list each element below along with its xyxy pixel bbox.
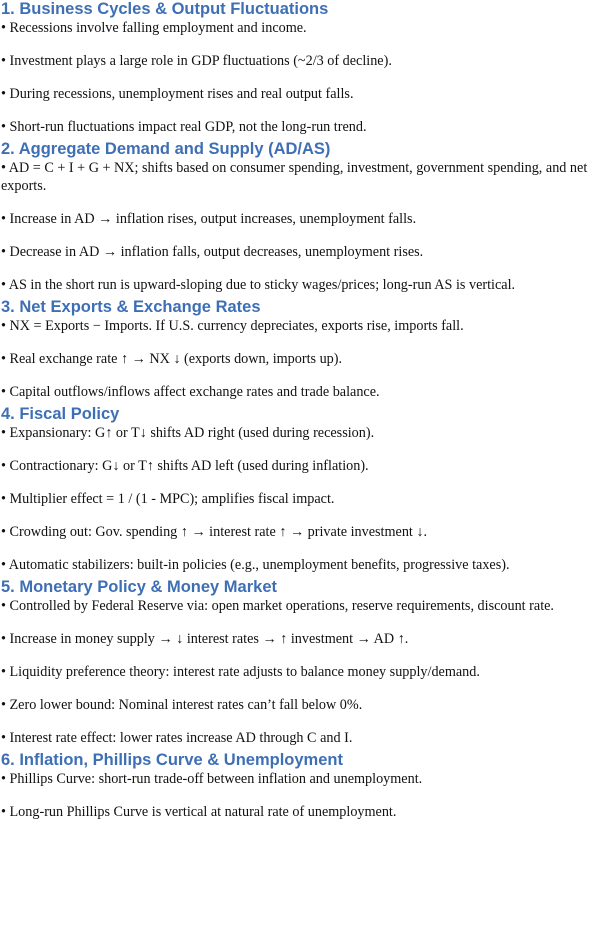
bullet-icon: • <box>1 86 6 102</box>
section-heading: 5. Monetary Policy & Money Market <box>1 578 277 596</box>
bullet-icon: • <box>1 730 6 746</box>
bullet-text: Controlled by Federal Reserve via: open market operations, reserve requirements, discount rate. <box>9 598 554 614</box>
bullet-text: Crowding out: Gov. spending ↑ → interest rate ↑ → private investment ↓. <box>9 524 428 540</box>
bullet-icon: • <box>1 771 6 787</box>
bullet-item <box>0 630 616 648</box>
bullet-item <box>0 52 616 70</box>
bullet-item <box>0 383 616 401</box>
bullet-text: NX = Exports − Imports. If U.S. currency depreciates, exports rise, imports fall. <box>9 318 464 334</box>
section-5 <box>0 578 616 747</box>
bullet-item <box>0 770 616 788</box>
bullet-icon: • <box>1 557 6 573</box>
bullet-text: Liquidity preference theory: interest rate adjusts to balance money supply/demand. <box>9 664 480 680</box>
bullet-item <box>0 19 616 37</box>
bullet-list <box>0 424 616 574</box>
bullet-text: AD = C + I + G + NX; shifts based on consumer spending, investment, government spending, and net exports. <box>1 160 588 194</box>
bullet-list <box>0 317 616 401</box>
bullet-icon: • <box>1 697 6 713</box>
bullet-item <box>0 85 616 103</box>
section-3 <box>0 298 616 401</box>
bullet-text: Short-run fluctuations impact real GDP, not the long-run trend. <box>9 119 367 135</box>
bullet-item <box>0 696 616 714</box>
bullet-icon: • <box>1 160 6 176</box>
bullet-text: Decrease in AD → inflation falls, output decreases, unemployment rises. <box>9 244 424 260</box>
bullet-list <box>0 159 616 294</box>
bullet-text: Phillips Curve: short-run trade-off between inflation and unemployment. <box>9 771 423 787</box>
bullet-item <box>0 317 616 335</box>
section-heading: 6. Inflation, Phillips Curve & Unemployment <box>1 751 343 769</box>
bullet-item <box>0 243 616 261</box>
section-6 <box>0 751 616 821</box>
bullet-list <box>0 597 616 747</box>
section-2 <box>0 140 616 294</box>
bullet-text: Investment plays a large role in GDP fluctuations (~2/3 of decline). <box>9 53 392 69</box>
bullet-icon: • <box>1 664 6 680</box>
bullet-item <box>0 159 616 195</box>
bullet-item <box>0 457 616 475</box>
bullet-text: Real exchange rate ↑ → NX ↓ (exports down, imports up). <box>9 351 343 367</box>
bullet-text: Automatic stabilizers: built-in policies (e.g., unemployment benefits, progressive taxes). <box>8 557 510 573</box>
bullet-text: Long-run Phillips Curve is vertical at natural rate of unemployment. <box>9 804 397 820</box>
bullet-icon: • <box>1 53 6 69</box>
bullet-icon: • <box>1 277 6 293</box>
section-heading: 1. Business Cycles & Output Fluctuations <box>1 0 329 18</box>
bullet-item <box>0 350 616 368</box>
bullet-text: Recessions involve falling employment and income. <box>9 20 307 36</box>
bullet-text: Capital outflows/inflows affect exchange rates and trade balance. <box>9 384 380 400</box>
bullet-text: AS in the short run is upward-sloping due to sticky wages/prices; long-run AS is vertical. <box>8 277 516 293</box>
bullet-icon: • <box>1 119 6 135</box>
bullet-icon: • <box>1 491 6 507</box>
bullet-text: Increase in AD → inflation rises, output increases, unemployment falls. <box>9 211 417 227</box>
bullet-icon: • <box>1 804 6 820</box>
bullet-icon: • <box>1 631 6 647</box>
bullet-item <box>0 490 616 508</box>
section-4 <box>0 405 616 574</box>
section-heading: 3. Net Exports & Exchange Rates <box>1 298 261 316</box>
bullet-item <box>0 276 616 294</box>
bullet-icon: • <box>1 425 6 441</box>
bullet-item <box>0 803 616 821</box>
bullet-item <box>0 424 616 442</box>
bullet-list <box>0 770 616 821</box>
bullet-text: Increase in money supply → ↓ interest rates → ↑ investment → AD ↑. <box>9 631 409 647</box>
bullet-icon: • <box>1 20 6 36</box>
bullet-list <box>0 19 616 136</box>
bullet-icon: • <box>1 244 6 260</box>
bullet-item <box>0 210 616 228</box>
bullet-icon: • <box>1 598 6 614</box>
bullet-item <box>0 597 616 615</box>
bullet-item <box>0 523 616 541</box>
bullet-text: Multiplier effect = 1 / (1 - MPC); amplifies fiscal impact. <box>9 491 335 507</box>
bullet-text: Expansionary: G↑ or T↓ shifts AD right (used during recession). <box>9 425 375 441</box>
bullet-item <box>0 556 616 574</box>
bullet-item <box>0 118 616 136</box>
bullet-icon: • <box>1 318 6 334</box>
bullet-text: Interest rate effect: lower rates increase AD through C and I. <box>9 730 353 746</box>
section-1 <box>0 0 616 136</box>
bullet-icon: • <box>1 351 6 367</box>
bullet-icon: • <box>1 384 6 400</box>
bullet-icon: • <box>1 524 6 540</box>
bullet-item <box>0 729 616 747</box>
bullet-text: Zero lower bound: Nominal interest rates can’t fall below 0%. <box>9 697 363 713</box>
bullet-text: During recessions, unemployment rises and real output falls. <box>9 86 354 102</box>
bullet-item <box>0 663 616 681</box>
section-heading: 2. Aggregate Demand and Supply (AD/AS) <box>1 140 331 158</box>
bullet-text: Contractionary: G↓ or T↑ shifts AD left (used during inflation). <box>9 458 369 474</box>
bullet-icon: • <box>1 211 6 227</box>
bullet-icon: • <box>1 458 6 474</box>
section-heading: 4. Fiscal Policy <box>1 405 120 423</box>
